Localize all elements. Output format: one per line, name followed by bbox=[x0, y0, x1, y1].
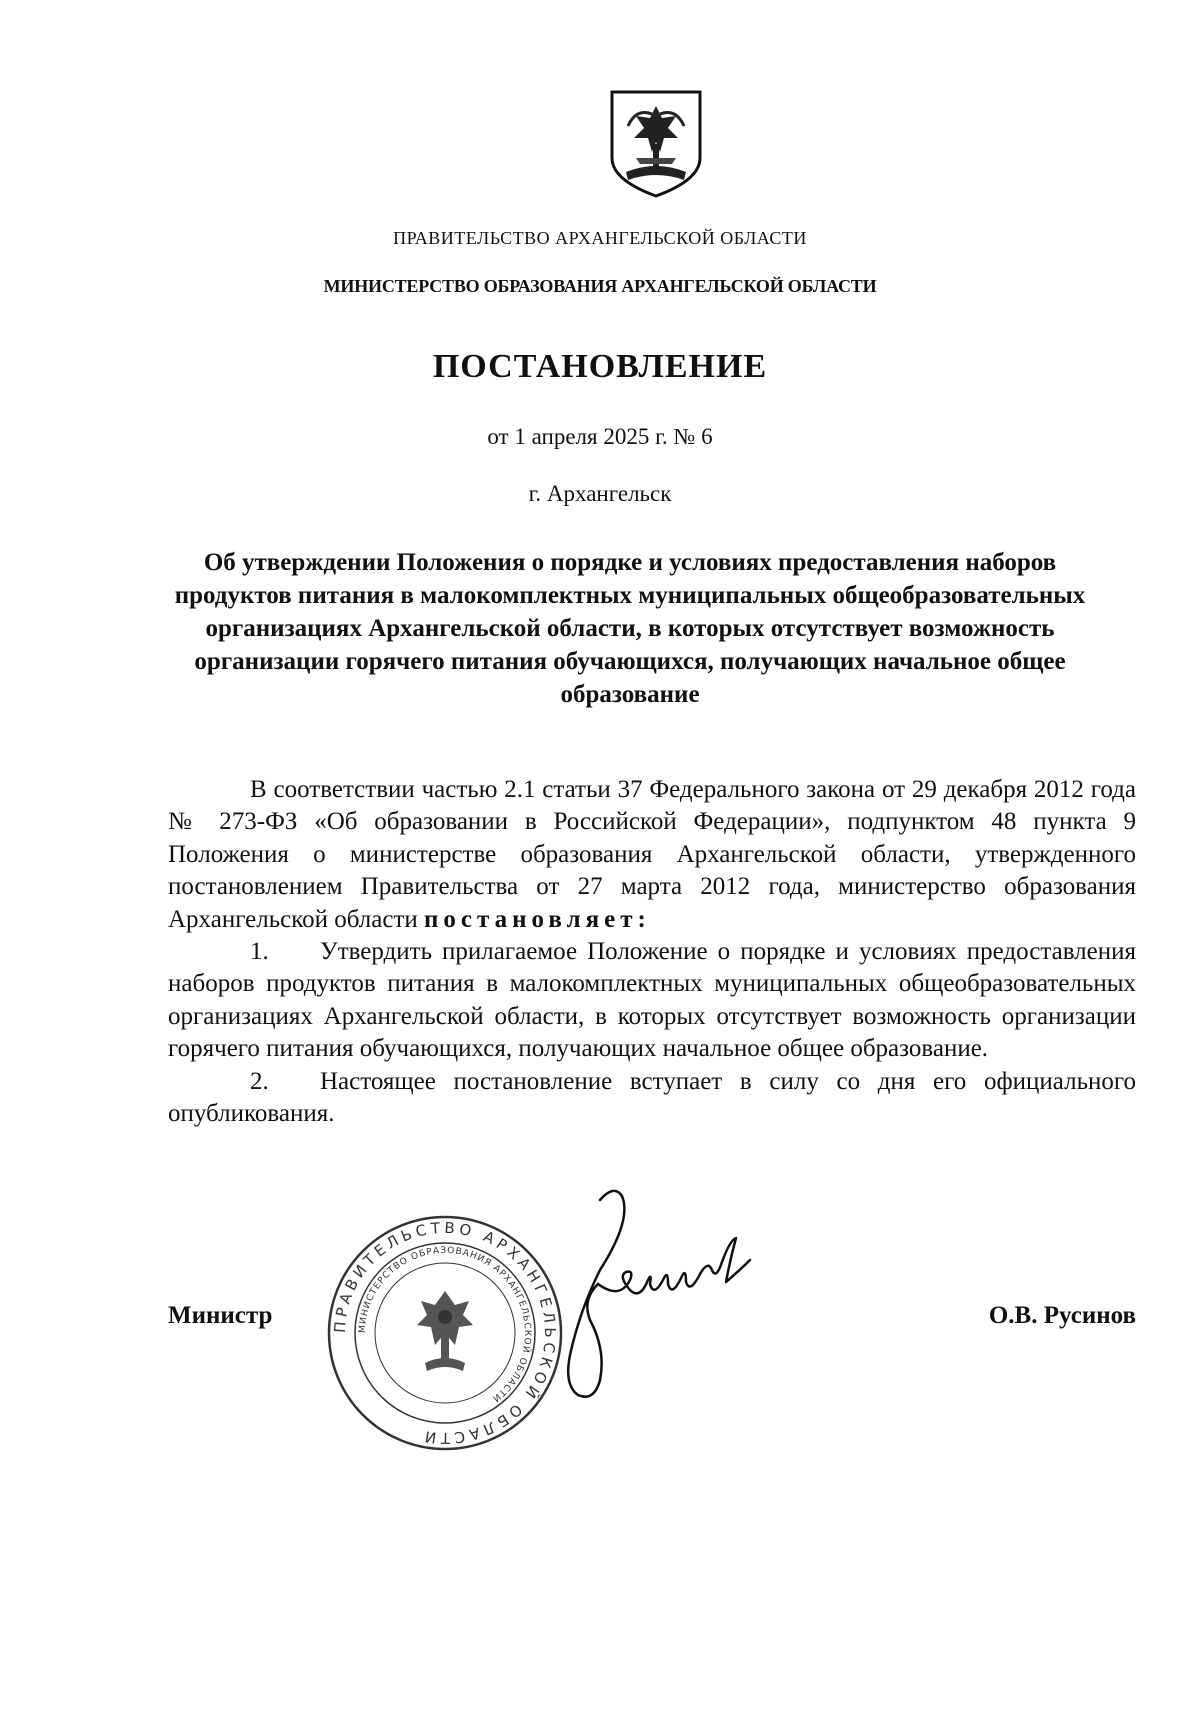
official-seal-stamp bbox=[325, 1213, 565, 1453]
item-paragraph-2 bbox=[168, 1066, 1136, 1131]
item-number: 1. bbox=[250, 938, 269, 966]
government-header: ПРАВИТЕЛЬСТВО АРХАНГЕЛЬСКОЙ ОБЛАСТИ bbox=[393, 228, 807, 248]
document-body bbox=[168, 774, 1136, 1130]
document-subject: Об утверждении Положения о порядке и условиях предоставления наборов продуктов питания в малокомплектных муниципальных общеобразовательных организациях Архангельской области, в которых отсутствует возможность организации горячего питания обучающихся, получающих начальное общее образование bbox=[174, 549, 1086, 708]
document-type-title: ПОСТАНОВЛЕНИЕ bbox=[432, 348, 768, 385]
item-paragraph-1 bbox=[168, 936, 1136, 1066]
signatory-name: О.В. Русинов bbox=[988, 1302, 1136, 1329]
ministry-header: МИНИСТЕРСТВО ОБРАЗОВАНИЯ АРХАНГЕЛЬСКОЙ ОБЛАСТИ bbox=[323, 276, 877, 296]
item-text: Утвердить прилагаемое Положение о порядке и условиях предоставления наборов продуктов питания в малокомплектных муниципальных общеобразовательных организациях Архангельской области, в которых отсутствует возможность организации горячего питания обучающихся, получающих начальное общее образование. bbox=[168, 938, 1136, 1063]
stamp-outer-text: ПРАВИТЕЛЬСТВО АРХАНГЕЛЬСКОЙ ОБЛАСТИ bbox=[330, 1218, 560, 1448]
document-date-number: от 1 апреля 2025 г. № 6 bbox=[487, 424, 713, 449]
document-city: г. Архангельск bbox=[528, 481, 672, 506]
stamp-inner-text: МИНИСТЕРСТВО ОБРАЗОВАНИЯ АРХАНГЕЛЬСКОЙ ОБЛАСТИ bbox=[357, 1245, 533, 1404]
signatory-position: Министр bbox=[168, 1302, 273, 1329]
coat-of-arms-icon bbox=[606, 88, 706, 198]
decree-word: постановляет: bbox=[424, 905, 651, 933]
item-number: 2. bbox=[250, 1067, 269, 1095]
preamble-text: В соответствии частью 2.1 статьи 37 Федерального закона от 29 декабря 2012 года № 273-ФЗ «Об образовании в Российской Федерации», подпунктом 48 пункта 9 Положения о министерстве образования Архангельской области, утвержденного постановлением Правительства от 27 марта 2012 года, министерство образования Архангельской области bbox=[168, 776, 1136, 933]
item-text: Настоящее постановление вступает в силу со дня его официального опубликования. bbox=[168, 1067, 1136, 1128]
preamble-paragraph bbox=[168, 774, 1136, 936]
handwritten-signature bbox=[560, 1180, 770, 1410]
